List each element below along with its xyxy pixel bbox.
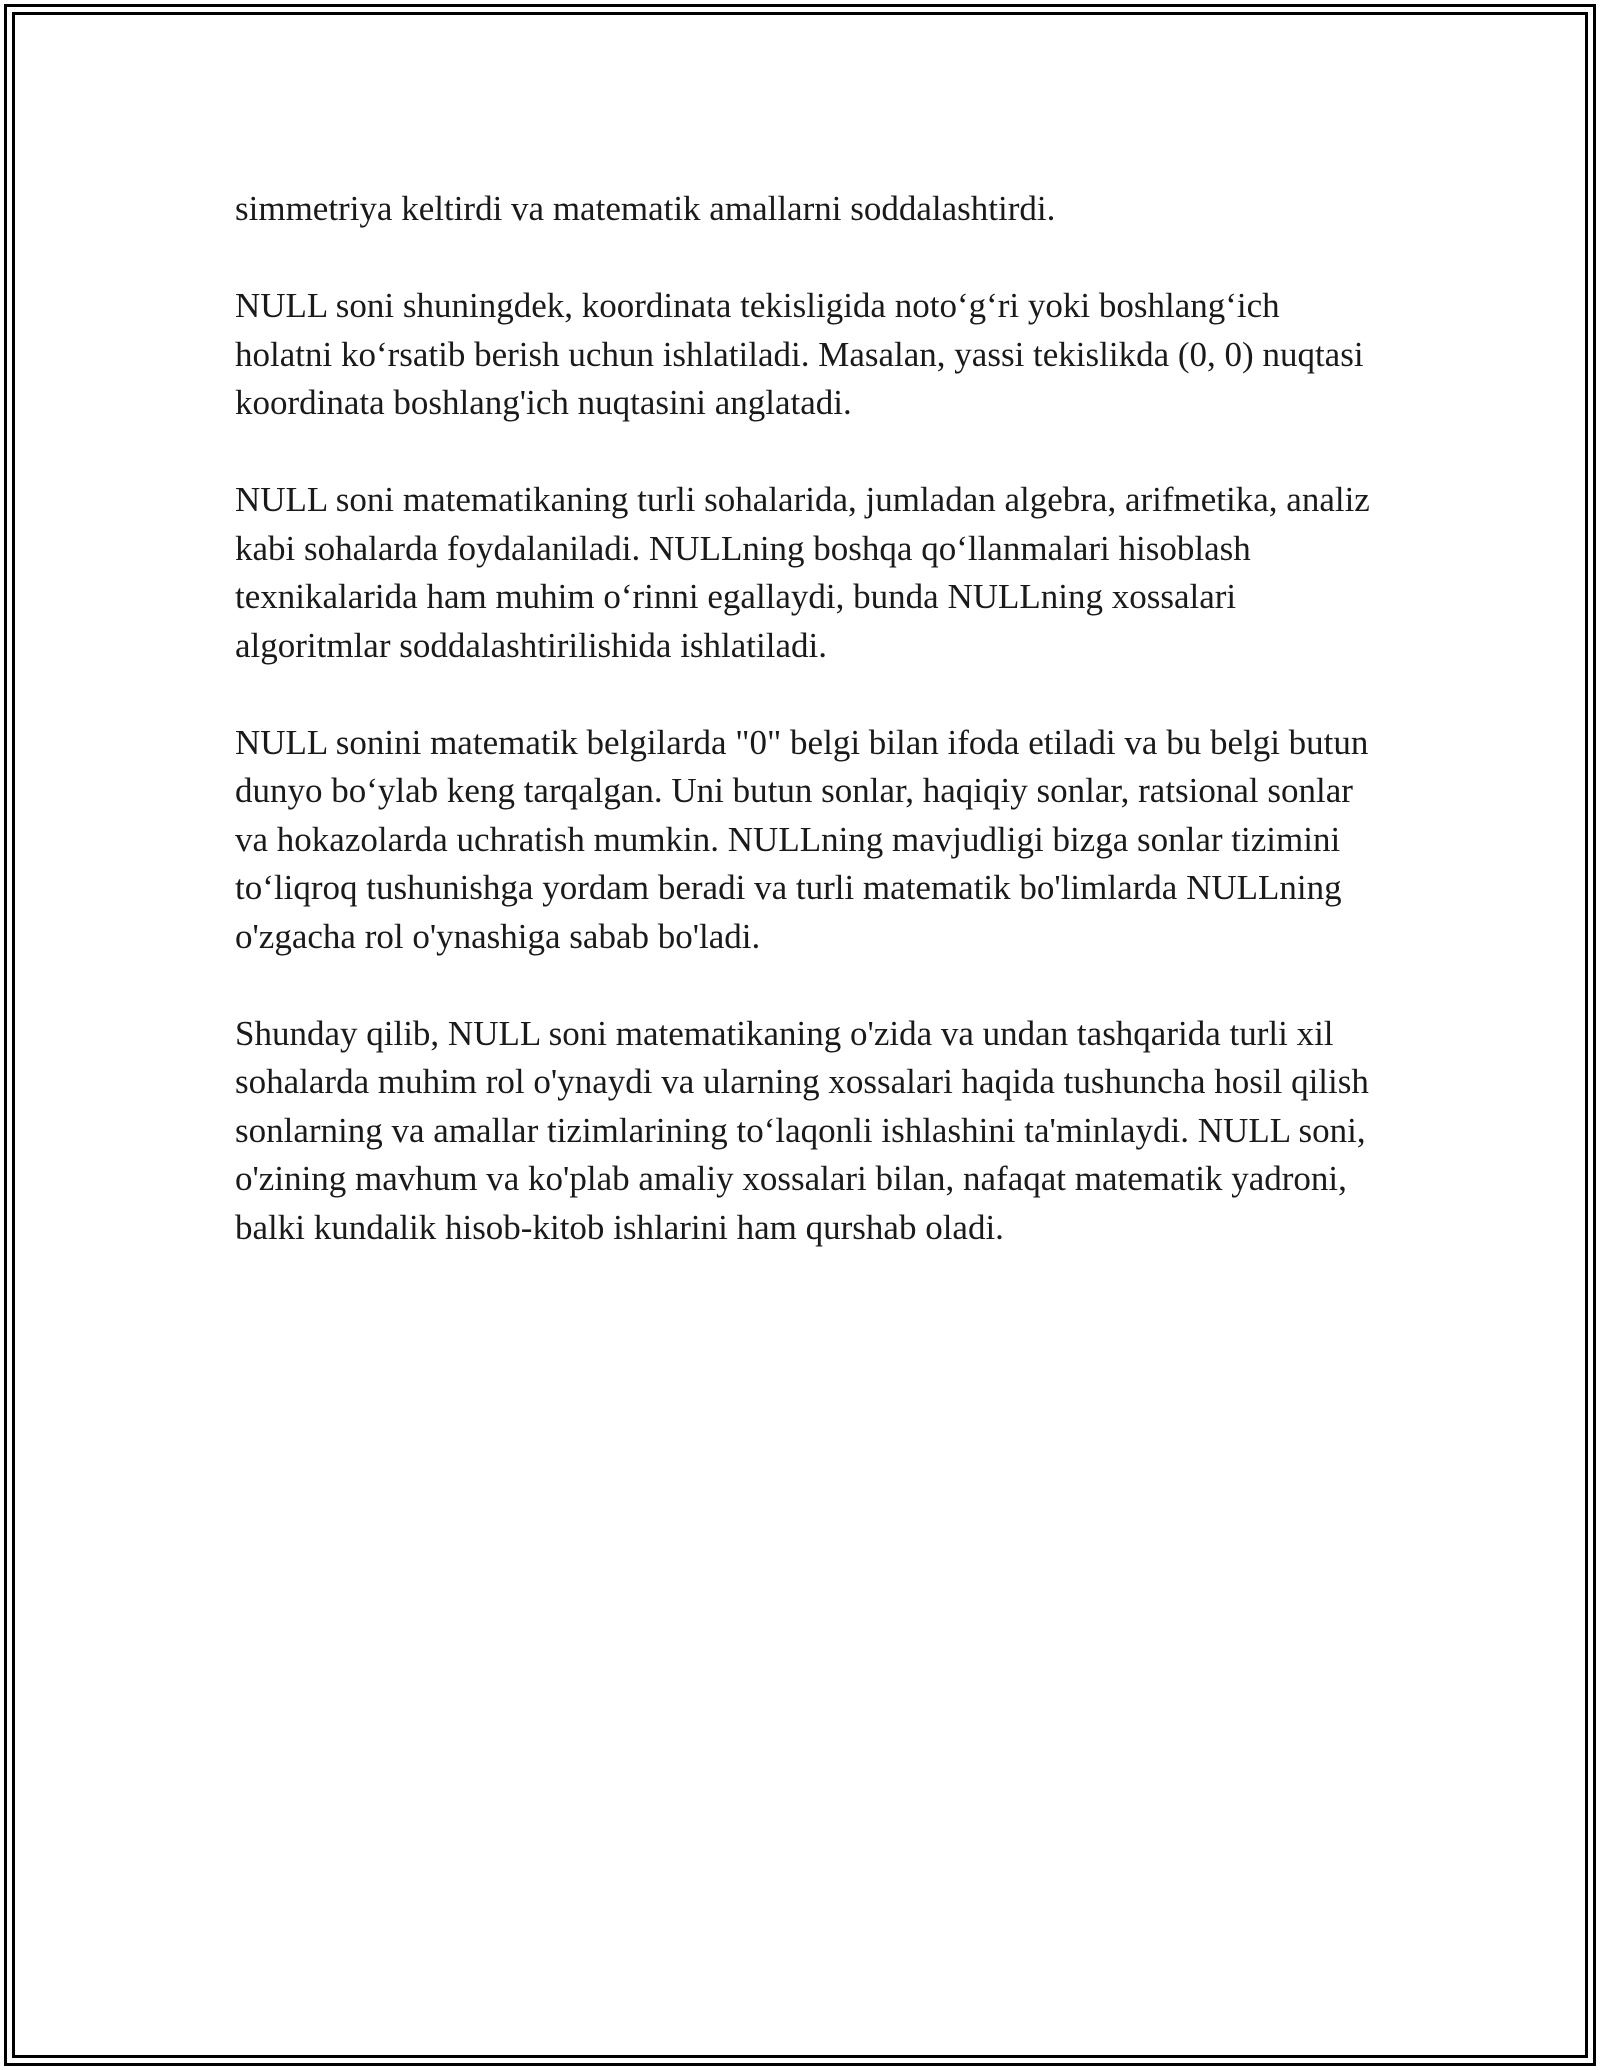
- document-body: [235, 185, 1375, 1252]
- paragraph-3: NULL soni matematikaning turli sohalarida, jumladan algebra, arifmetika, analiz kabi sohalarda foydalaniladi. NULLning boshqa qo‘llanmalari hisoblash texnikalarida ham muhim o‘rinni egallaydi, bunda NULLning xossalari algoritmlar soddalashtirilishida ishlatiladi.: [235, 480, 1370, 665]
- paragraph-1: simmetriya keltirdi va matematik amallarni soddalashtirdi.: [235, 189, 1056, 228]
- paragraph-5: Shunday qilib, NULL soni matematikaning o'zida va undan tashqarida turli xil sohalarda muhim rol o'ynaydi va ularning xossalari haqida tushuncha hosil qilish sonlarning va amallar tizimlarining to‘laqonli ishlashini ta'minlaydi. NULL soni, o'zining mavhum va ko'plab amaliy xossalari bilan, nafaqat matematik yadroni, balki kundalik hisob-kitob ishlarini ham qurshab oladi.: [235, 1013, 1369, 1247]
- paragraph-4: NULL sonini matematik belgilarda "0" belgi bilan ifoda etiladi va bu belgi butun dunyo bo‘ylab keng tarqalgan. Uni butun sonlar, haqiqiy sonlar, ratsional sonlar va hokazolarda uchratish mumkin. NULLning mavjudligi bizga sonlar tizimini to‘liqroq tushunishga yordam beradi va turli matematik bo'limlarda NULLning o'zgacha rol o'ynashiga sabab bo'ladi.: [235, 722, 1369, 956]
- paragraph-2: NULL soni shuningdek, koordinata tekisligida noto‘g‘ri yoki boshlang‘ich holatni ko‘rsatib berish uchun ishlatiladi. Masalan, yassi tekislikda (0, 0) nuqtasi koordinata boshlang'ich nuqtasini anglatadi.: [235, 286, 1364, 422]
